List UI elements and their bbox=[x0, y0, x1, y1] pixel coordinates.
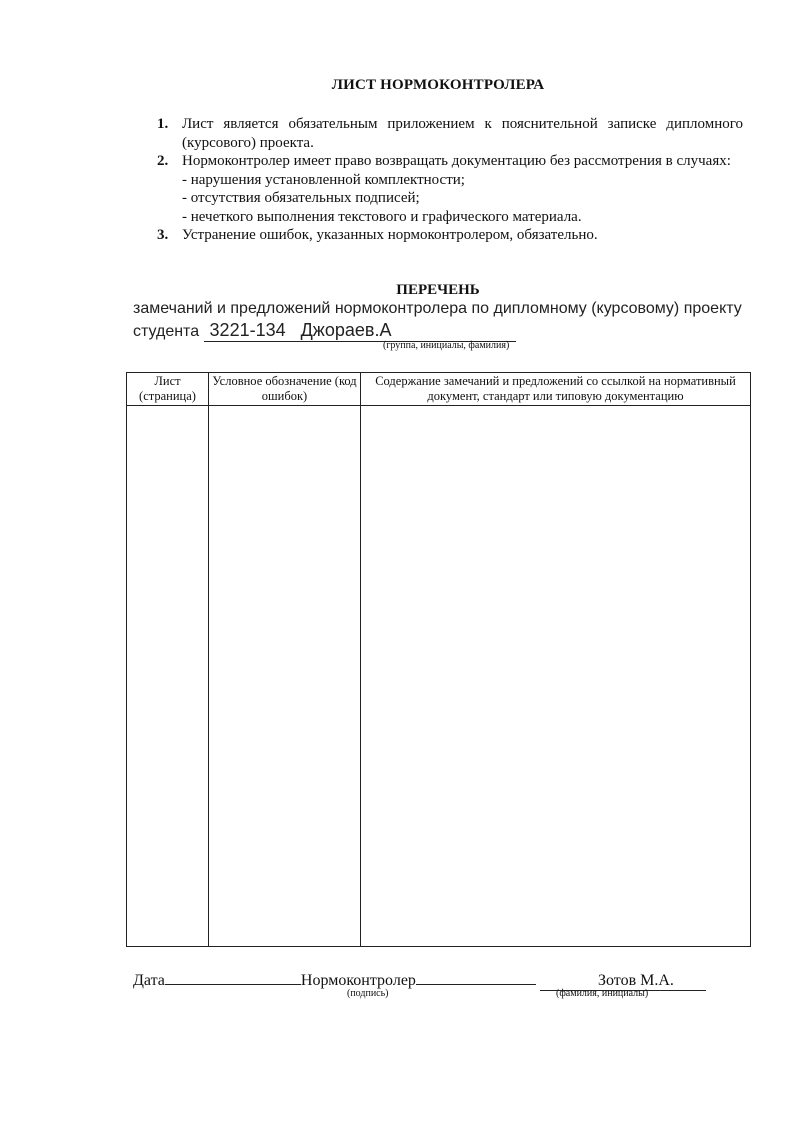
rule-text: Устранение ошибок, указанных нормоконтролером, обязательно. bbox=[182, 227, 598, 243]
date-field[interactable] bbox=[165, 968, 301, 985]
signature-hint: (подпись) bbox=[347, 988, 389, 999]
page-title: ЛИСТ НОРМОКОНТРОЛЕРА bbox=[331, 77, 545, 93]
name-hint: (фамилия, инициалы) bbox=[556, 988, 649, 999]
rule-sub-item: - отсутствия обязательных подписей; bbox=[182, 190, 420, 206]
rule-sub-item: - нарушения установленной комплектности; bbox=[182, 171, 465, 188]
table-row bbox=[127, 406, 751, 947]
column-header-content: Содержание замечаний и предложений со ссылкой на нормативный документ, стандарт или типовую документацию bbox=[361, 373, 751, 406]
rules-list bbox=[157, 115, 743, 245]
student-hint: (группа, инициалы, фамилия) bbox=[383, 340, 510, 351]
student-line bbox=[133, 320, 516, 342]
controller-name[interactable]: Зотов М.А. bbox=[540, 972, 706, 991]
rule-2 bbox=[157, 152, 743, 226]
controller-label: Нормоконтролер bbox=[300, 972, 416, 989]
rule-text: Лист является обязательным приложением к пояснительной записке дипломного (курсового) проекта. bbox=[182, 116, 743, 151]
student-field[interactable]: 3221-134 Джораев.А bbox=[204, 320, 516, 342]
student-label: студента bbox=[133, 323, 200, 340]
code-cell[interactable] bbox=[209, 406, 361, 947]
rule-number: 3. bbox=[157, 227, 169, 243]
list-subtitle: замечаний и предложений нормоконтролера по дипломному (курсовому) проекту bbox=[133, 300, 742, 317]
list-title: ПЕРЕЧЕНЬ bbox=[396, 282, 480, 298]
rule-text: Нормоконтролер имеет право возвращать документацию без рассмотрения в случаях: bbox=[182, 153, 731, 169]
remarks-table bbox=[126, 372, 751, 947]
page-cell[interactable] bbox=[127, 406, 209, 947]
table-header-row bbox=[127, 373, 751, 406]
signature-field[interactable] bbox=[416, 968, 536, 985]
rule-1 bbox=[157, 115, 743, 152]
rule-sub-item: - нечеткого выполнения текстового и графического материала. bbox=[182, 208, 582, 225]
rule-number: 2. bbox=[157, 153, 169, 169]
column-header-page: Лист (страница) bbox=[127, 373, 209, 406]
date-label: Дата bbox=[133, 972, 165, 989]
rule-3 bbox=[157, 226, 743, 245]
column-header-code: Условное обозначение (код ошибок) bbox=[209, 373, 361, 406]
content-cell[interactable] bbox=[361, 406, 751, 947]
rule-number: 1. bbox=[157, 116, 169, 132]
